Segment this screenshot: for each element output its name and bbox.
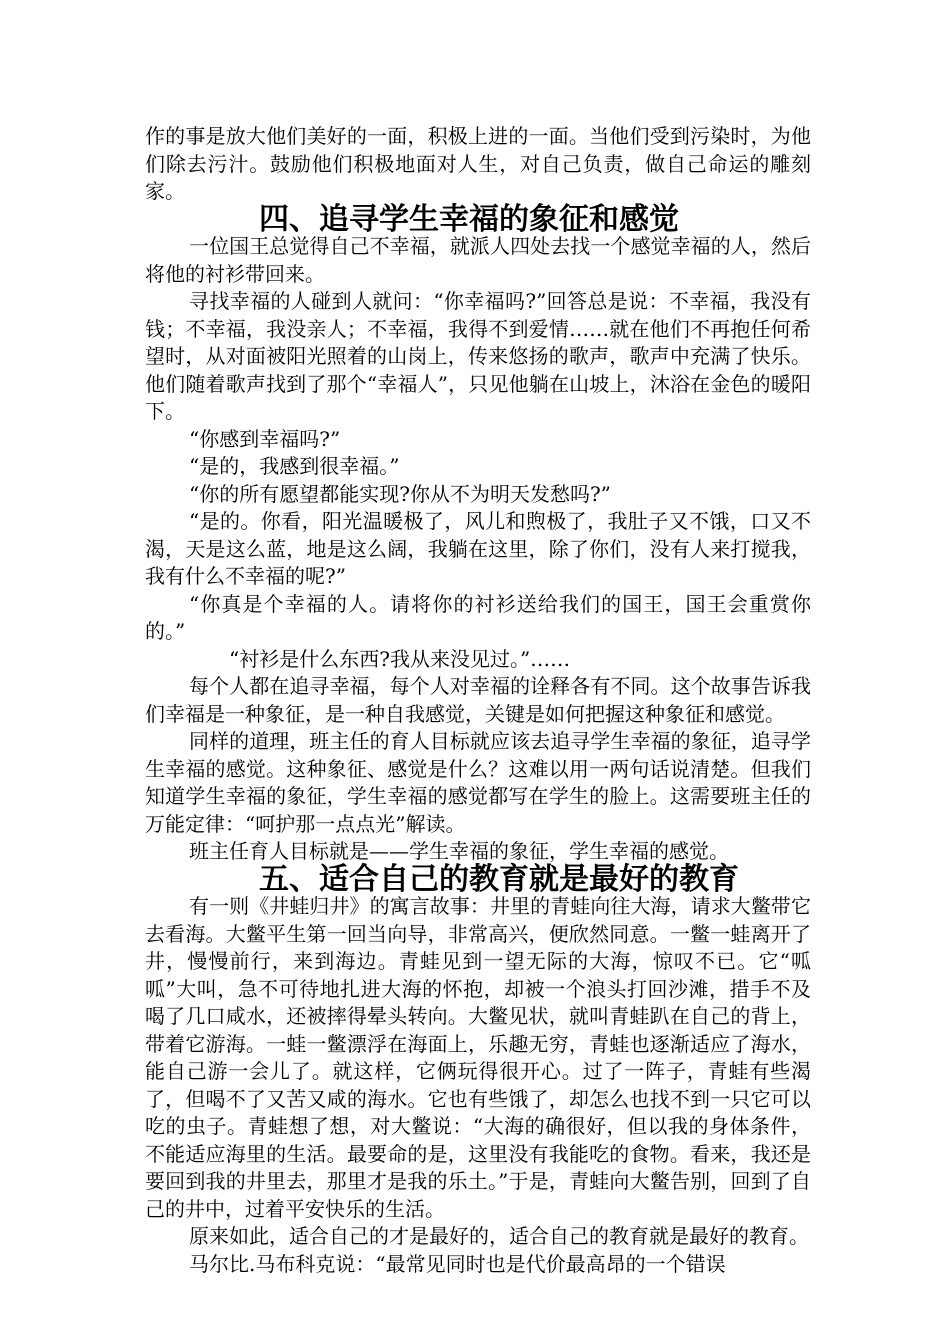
dialogue-line: “你的所有愿望都能实现?你从不为明天发愁吗?” <box>189 481 611 506</box>
paragraph: 有一则《井蛙归井》的寓言故事：井里的青蛙向往大海，请求大鳖带它去看海。大鳖平生第一回当向导，非常高兴，便欣然同意。一鳖一蛙离开了井，慢慢前行，来到海边。青蛙见到一望无际的大海，惊叹不已。它“呱呱”大叫，急不可待地扎进大海的怀抱，却被一个浪头打回沙滩，措手不及喝了几口咸水，还被摔得晕头转向。大鳖见状，就叫青蛙趴在自己的背上，带着它游海。一蛙一鳖漂浮在海面上，乐趣无穷，青蛙也逐渐适应了海水，能自己游一会儿了。就这样，它俩玩得很开心。过了一阵子，青蛙有些渴了，但喝不了又苦又咸的海水。它也有些饿了，却怎么也找不到一只它可以吃的虫子。青蛙想了想，对大鳖说：“大海的确很好，但以我的身体条件，不能适应海里的生活。最要命的是，这里没有我能吃的食物。看来，我还是要回到我的井里去，那里才是我的乐土。”于是，青蛙向大鳖告别，回到了自己的井中，过着平安快乐的生活。 <box>145 894 811 1221</box>
dialogue-line: “衬衫是什么东西?我从来没见过。”…… <box>229 646 571 671</box>
paragraph-continuation: 作的事是放大他们美好的一面，积极上进的一面。当他们受到污染时，为他们除去污汁。鼓励他们积极地面对人生，对自己负责，做自己命运的雕刻家。 <box>145 124 811 203</box>
section-heading-4: 四、追寻学生幸福的象征和感觉 <box>259 201 679 237</box>
paragraph: 每个人都在追寻幸福，每个人对幸福的诠释各有不同。这个故事告诉我们幸福是一种象征，是一种自我感觉，关键是如何把握这种象征和感觉。 <box>145 674 811 726</box>
dialogue-line: “你真是个幸福的人。请将你的衬衫送给我们的国王，国王会重赏你的。” <box>145 591 811 643</box>
dialogue-line: “是的。你看，阳光温暖极了，风儿和煦极了，我肚子又不饿，口又不渴，天是这么蓝，地是这么阔，我躺在这里，除了你们，没有人来打搅我，我有什么不幸福的呢?” <box>145 509 811 588</box>
paragraph: 马尔比.马布科克说：“最常见同时也是代价最高昂的一个错误 <box>189 1251 726 1276</box>
paragraph: 一位国王总觉得自己不幸福，就派人四处去找一个感觉幸福的人，然后将他的衬衫带回来。 <box>145 234 811 286</box>
dialogue-line: “是的，我感到很幸福。” <box>189 454 400 478</box>
document-page <box>145 123 811 1278</box>
dialogue-line: “你感到幸福吗?” <box>189 426 341 451</box>
paragraph: 班主任育人目标就是——学生幸福的象征，学生幸福的感觉。 <box>189 839 729 863</box>
section-heading-5: 五、适合自己的教育就是最好的教育 <box>259 861 739 897</box>
paragraph: 寻找幸福的人碰到人就问：“你幸福吗?”回答总是说：不幸福，我没有钱；不幸福，我没亲人；不幸福，我得不到爱情……就在他们不再抱任何希望时，从对面被阳光照着的山岗上，传来悠扬的歌声，歌声中充满了快乐。他们随着歌声找到了那个“幸福人”，只见他躺在山坡上，沐浴在金色的暖阳下。 <box>145 289 811 423</box>
paragraph: 原来如此，适合自己的才是最好的，适合自己的教育就是最好的教育。 <box>189 1224 809 1248</box>
paragraph: 同样的道理，班主任的育人目标就应该去追寻学生幸福的象征，追寻学生幸福的感觉。这种象征、感觉是什么？这难以用一两句话说清楚。但我们知道学生幸福的象征，学生幸福的感觉都写在学生的脸上。这需要班主任的万能定律：“呵护那一点点光”解读。 <box>145 729 811 836</box>
